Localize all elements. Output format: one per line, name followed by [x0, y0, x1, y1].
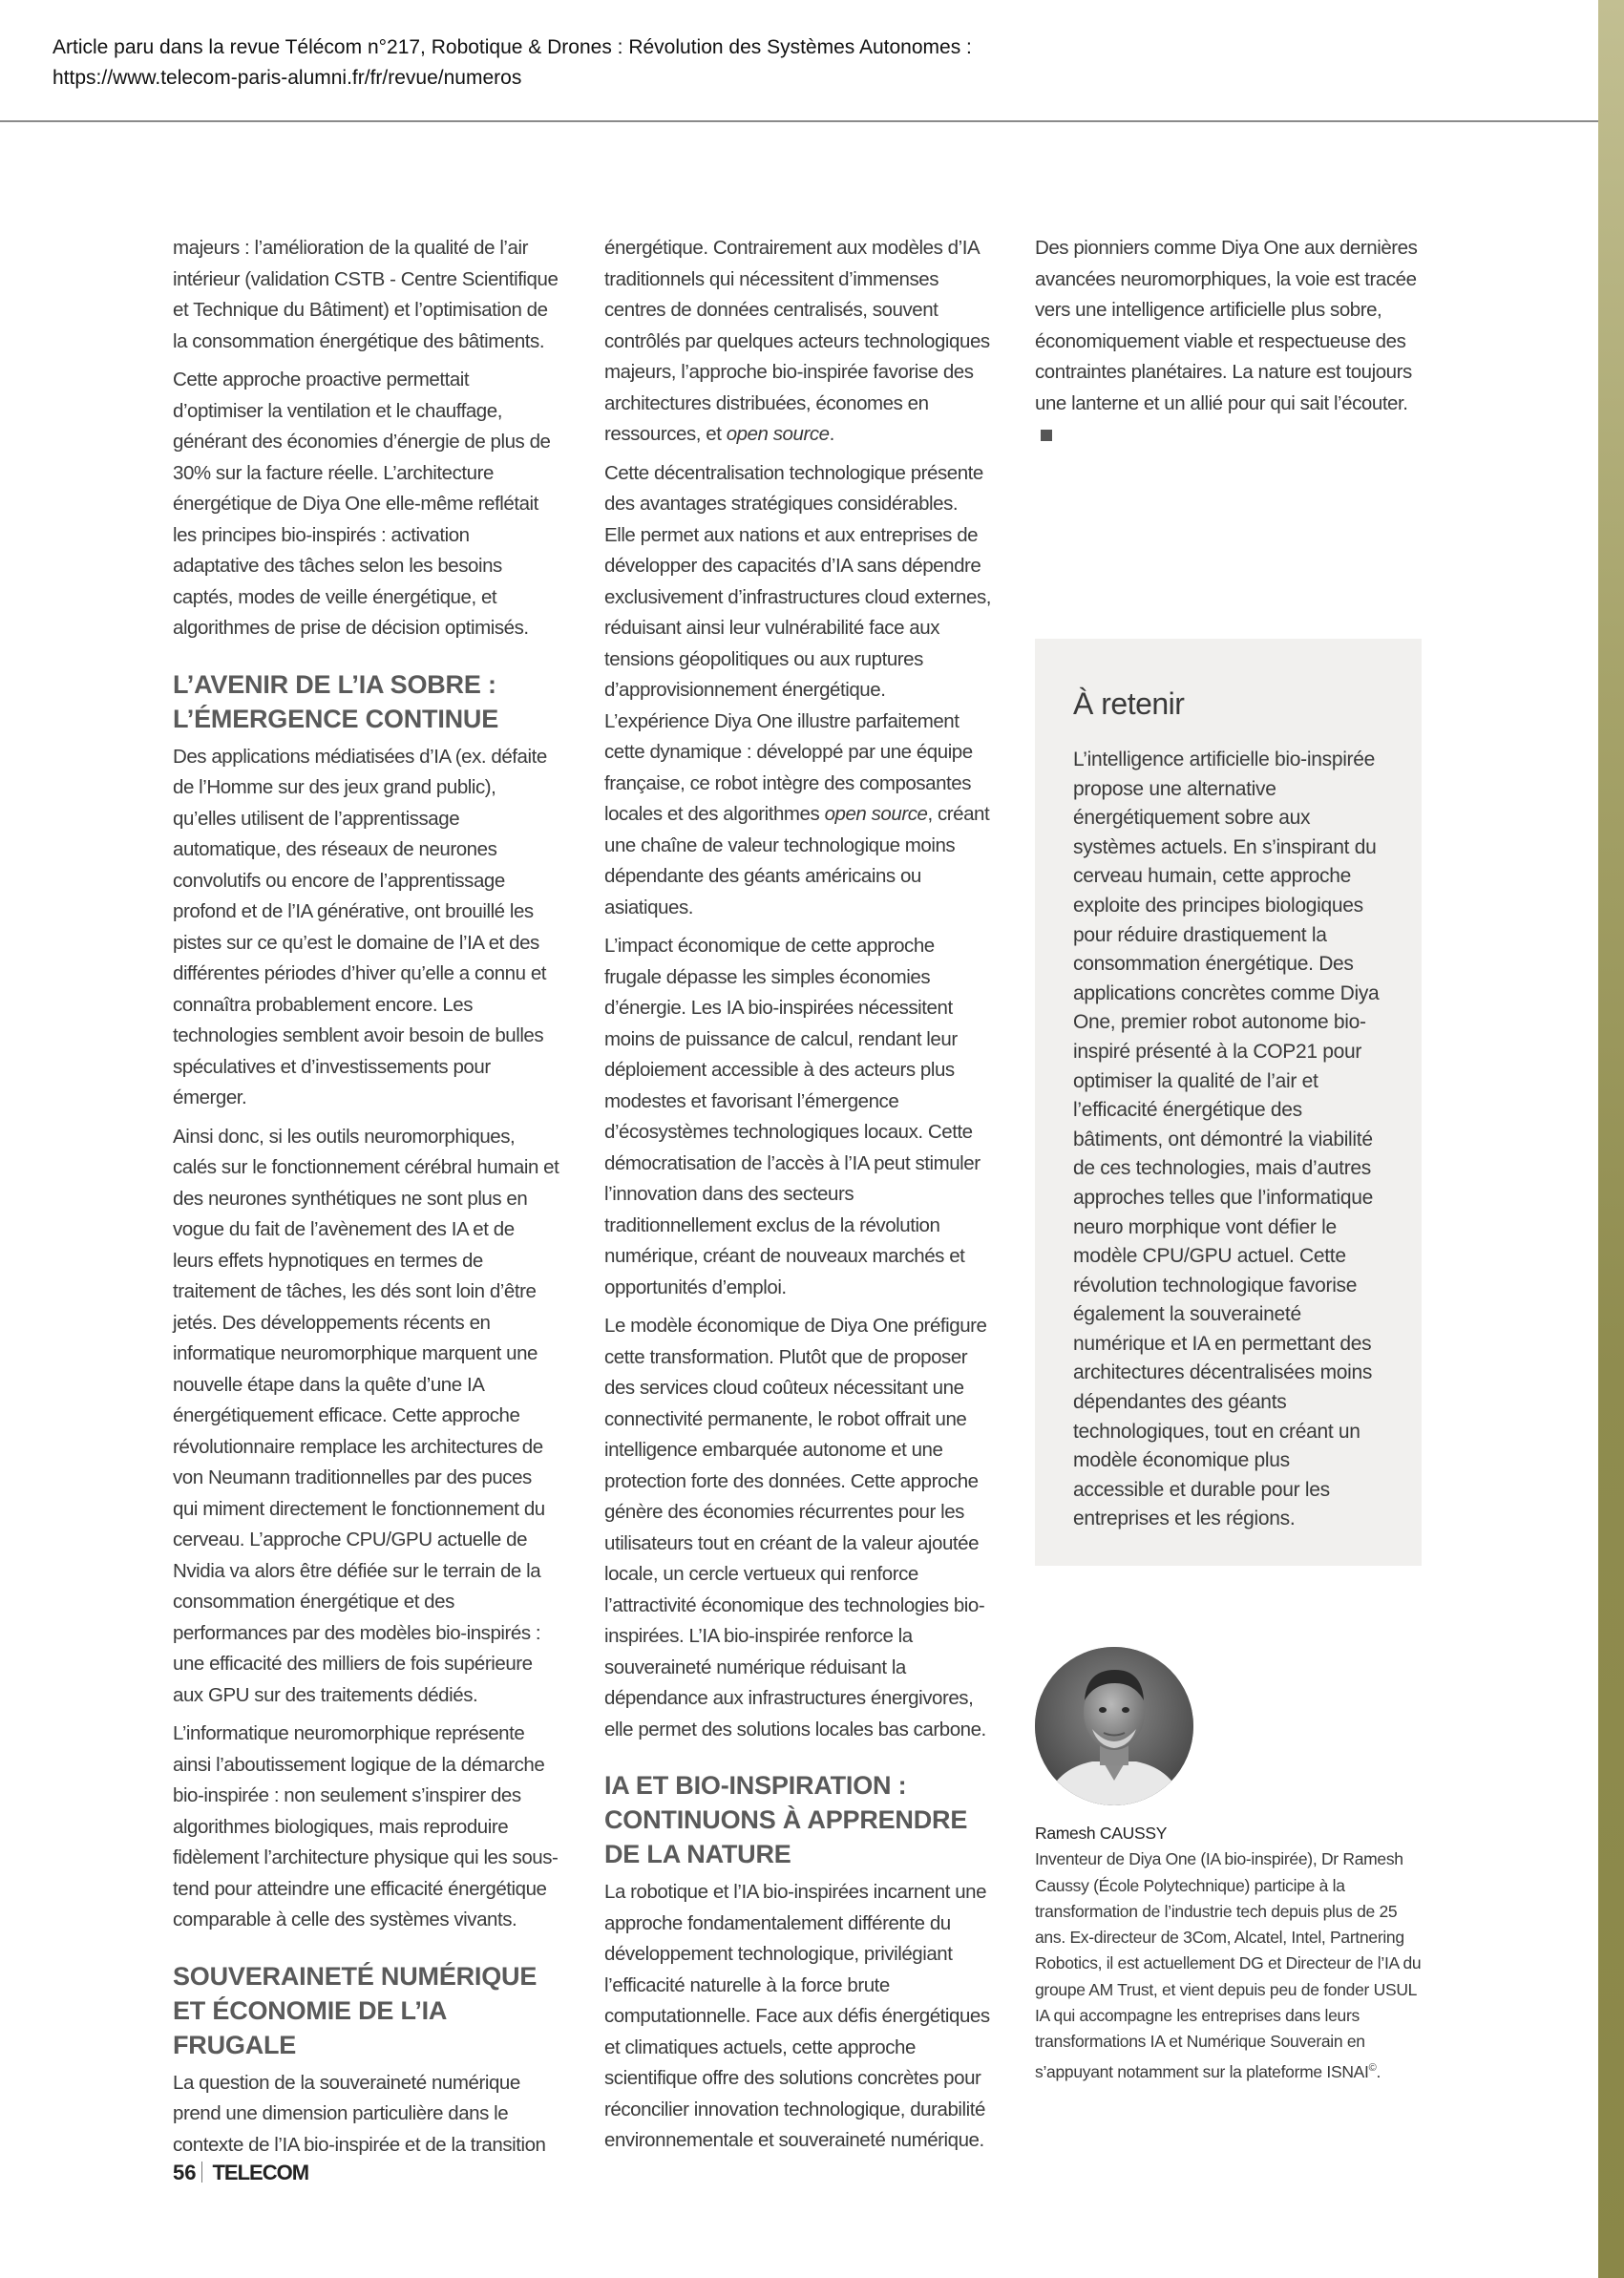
section-heading-souverainete: SOUVERAINETÉ NUMÉRIQUE ET ÉCONOMIE DE L’IA FRUGALE: [173, 1961, 538, 2059]
page-header: [0, 0, 1598, 122]
page-number: 56: [173, 2161, 197, 2184]
column-2: [604, 233, 991, 2164]
col2-p1-end: .: [829, 423, 834, 445]
author-bio-text: Inventeur de Diya One (IA bio-inspirée), Dr Ramesh Caussy (École Polytechnique) participe à la transformation de l’industrie tech depuis plus de 25 ans. Ex-directeur de 3Com, Alcatel, Intel, Partnering Robotics, il est actuellement DG et Directeur de l’IA du groupe AM Trust, et vient depuis peu de fonder USUL IA qui accompagne les entreprises dans leurs transformations IA et Numérique Souverain en s’appuyant notamment sur la plateforme ISNAI: [1035, 1849, 1422, 2081]
col3-p1-text: Des pionniers comme Diya One aux dernières avancées neuromorphiques, la voie est tracée vers une intelligence artificielle plus sobre, économiquement viable et respectueuse des contraintes planétaires. La nature est toujours une lanterne et un allié pour qui sait l’écouter.: [1035, 237, 1418, 414]
section-heading-bio-inspiration: IA ET BIO-INSPIRATION : CONTINUONS À APPRENDRE DE LA NATURE: [604, 1771, 968, 1868]
header-citation: [53, 32, 972, 94]
column-3: [1035, 233, 1422, 458]
col1-paragraph-4: Ainsi donc, si les outils neuromorphiques, calés sur le fonctionnement cérébral humain et des neurones synthétiques ne sont plus en vogue du fait de l’avènement des IA et de leurs effets hypnotiques en termes de traitement de tâches, les dés sont loin d’être jetés. Des développements récents en informatique neuromorphique marquent une nouvelle étape dans la quête d’une IA énergétiquement efficace. Cette approche révolutionnaire remplace les architectures de von Neumann traditionnelles par des puces qui miment directement le fonctionnement du cerveau. L’approche CPU/GPU actuelle de Nvidia va alors être défiée sur le terrain de la consommation énergétique et des performances par des modèles bio-inspirés : une efficacité des milliers de fois supérieure aux GPU sur des traitements dédiés.: [173, 1125, 559, 1706]
col2-p1-text: énergétique. Contrairement aux modèles d’IA traditionnels qui nécessitent d’immenses centres de données centralisés, souvent contrôlés par quelques acteurs technologiques majeurs, l’approche bio-inspirée favorise des architectures distribuées, économes en ressources, et: [604, 237, 990, 445]
telecom-logo: TELECOM: [212, 2161, 309, 2184]
col2-paragraph-3: L’impact économique de cette approche frugale dépasse les simples économies d’énergie. Les IA bio-inspirées nécessitent moins de puissance de calcul, rendant leur déploiement accessible à des acteurs plus modestes et favorisant l’émergence d’écosystèmes technologiques locaux. Cette démocratisation de l’accès à l’IA peut stimuler l’innovation dans des secteurs traditionnellement exclus de la révolution numérique, créant de nouveaux marchés et opportunités d’emploi.: [604, 935, 981, 1298]
page-footer: [173, 2158, 308, 2188]
footer-separator: [201, 2162, 202, 2183]
header-line-1: Article paru dans la revue Télécom n°217, Robotique & Drones : Révolution des Systèmes Autonomes :: [53, 36, 972, 58]
col2-paragraph-1: [604, 233, 991, 451]
author-photo: [1035, 1647, 1193, 1805]
col3-paragraph-1: [1035, 233, 1422, 451]
col2-paragraph-2: [604, 458, 991, 924]
author-bio: [1035, 1821, 1422, 2085]
section-heading-avenir: L’AVENIR DE L’IA SOBRE : L’ÉMERGENCE CONTINUE: [173, 669, 499, 733]
summary-box-title: À retenir: [1073, 686, 1185, 721]
col2-p1-emphasis: open source: [726, 423, 830, 445]
author-bio-end: .: [1376, 2061, 1381, 2081]
col1-paragraph-2: Cette approche proactive permettait d’optimiser la ventilation et le chauffage, générant des économies d’énergie de plus de 30% sur la facture réelle. L’architecture énergétique de Diya One elle-même reflétait les principes bio-inspirés : activation adaptative des tâches selon les besoins captés, modes de veille énergétique, et algorithmes de prise de décision optimisés.: [173, 369, 551, 639]
col2-paragraph-4: Le modèle économique de Diya One préfigure cette transformation. Plutôt que de proposer des services cloud coûteux nécessitant une connectivité permanente, le robot offrait une intelligence embarquée autonome et une protection forte des données. Cette approche génère des économies récurrentes pour les utilisateurs tout en créant de la valeur ajoutée locale, un cercle vertueux qui renforce l’attractivité économique des technologies bio-inspirées. L’IA bio-inspirée renforce la souveraineté numérique réduisant la dépendance aux infrastructures énergivores, elle permet des solutions locales bas carbone.: [604, 1315, 987, 1740]
end-of-article-mark: [1041, 430, 1052, 441]
header-line-2: https://www.telecom-paris-alumni.fr/fr/revue/numeros: [53, 67, 522, 89]
author-portrait-image: [1035, 1647, 1193, 1805]
col1-paragraph-3: Des applications médiatisées d’IA (ex. défaite de l’Homme sur des jeux grand public), qu’elles utilisent de l’apprentissage automatique, des réseaux de neurones convolutifs ou encore de l’apprentissage profond et de l’IA générative, ont brouillé les pistes sur ce qu’est le domaine de l’IA et des différentes périodes d’hiver qu’elle a connu et connaîtra probablement encore. Les technologies semblent avoir besoin de bulles spéculatives et d’investissements pour émerger.: [173, 745, 547, 1108]
column-1: [173, 233, 559, 2168]
trademark-symbol: ©: [1368, 2061, 1377, 2074]
col2-p2-text: Cette décentralisation technologique présente des avantages stratégiques considérables. Elle permet aux nations et aux entreprises de développer des capacités d’IA sans dépendre exclusivement d’infrastructures cloud externes, réduisant ainsi leur vulnérabilité face aux tensions géopolitiques ou aux ruptures d’approvisionnement énergétique. L’expérience Diya One illustre parfaitement cette dynamique : développé par une équipe française, ce robot intègre des composantes locales et des algorithmes: [604, 461, 991, 825]
col1-paragraph-6: La question de la souveraineté numérique prend une dimension particulière dans le contexte de l’IA bio-inspirée et de la transition: [173, 2071, 546, 2156]
col1-paragraph-1: majeurs : l’amélioration de la qualité de l’air intérieur (validation CSTB - Centre Scientifique et Technique du Bâtiment) et l’optimisation de la consommation énergétique des bâtiments.: [173, 237, 559, 352]
summary-box-text: L’intelligence artificielle bio-inspirée propose une alternative énergétiquement sobre aux systèmes actuels. En s’inspirant du cerveau humain, cette approche exploite des principes biologiques pour réduire drastiquement la consommation énergétique. Des applications concrètes comme Diya One, premier robot autonome bio-inspiré présenté à la COP21 pour optimiser la qualité de l’air et l’efficacité énergétique des bâtiments, ont démontré la viabilité de ces technologies, mais d’autres approches telles que l’informatique neuro morphique vont défier le modèle CPU/GPU actuel. Cette révolution technologique favorise également la souveraineté numérique et IA en permettant des architectures décentralisées moins dépendantes des géants technologiques, tout en créant un modèle économique plus accessible et durable pour les entreprises et les régions.: [1073, 749, 1380, 1530]
side-color-strip: [1598, 0, 1624, 2278]
author-name: Ramesh CAUSSY: [1035, 1824, 1168, 1843]
col1-paragraph-5: L’informatique neuromorphique représente ainsi l’aboutissement logique de la démarche bio-inspirée : non seulement s’inspirer des algorithmes biologiques, mais reproduire fidèlement l’architecture physique qui les sous-tend pour atteindre une efficacité énergétique comparable à celle des systèmes vivants.: [173, 1722, 559, 1930]
col2-paragraph-5: La robotique et l’IA bio-inspirées incarnent une approche fondamentalement différente du développement technologique, privilégiant l’efficacité naturelle à la force brute computationnelle. Face aux défis énergétiques et climatiques actuels, cette approche scientifique offre des solutions concrètes pour réconcilier innovation technologique, durabilité environnementale et souveraineté numérique.: [604, 1881, 990, 2151]
col2-p2-emphasis: open source: [824, 803, 928, 825]
summary-box: [1035, 639, 1422, 1566]
col2-p2-end: , créant une chaîne de valeur technologique moins dépendante des géants américains ou asiatiques.: [604, 803, 990, 918]
